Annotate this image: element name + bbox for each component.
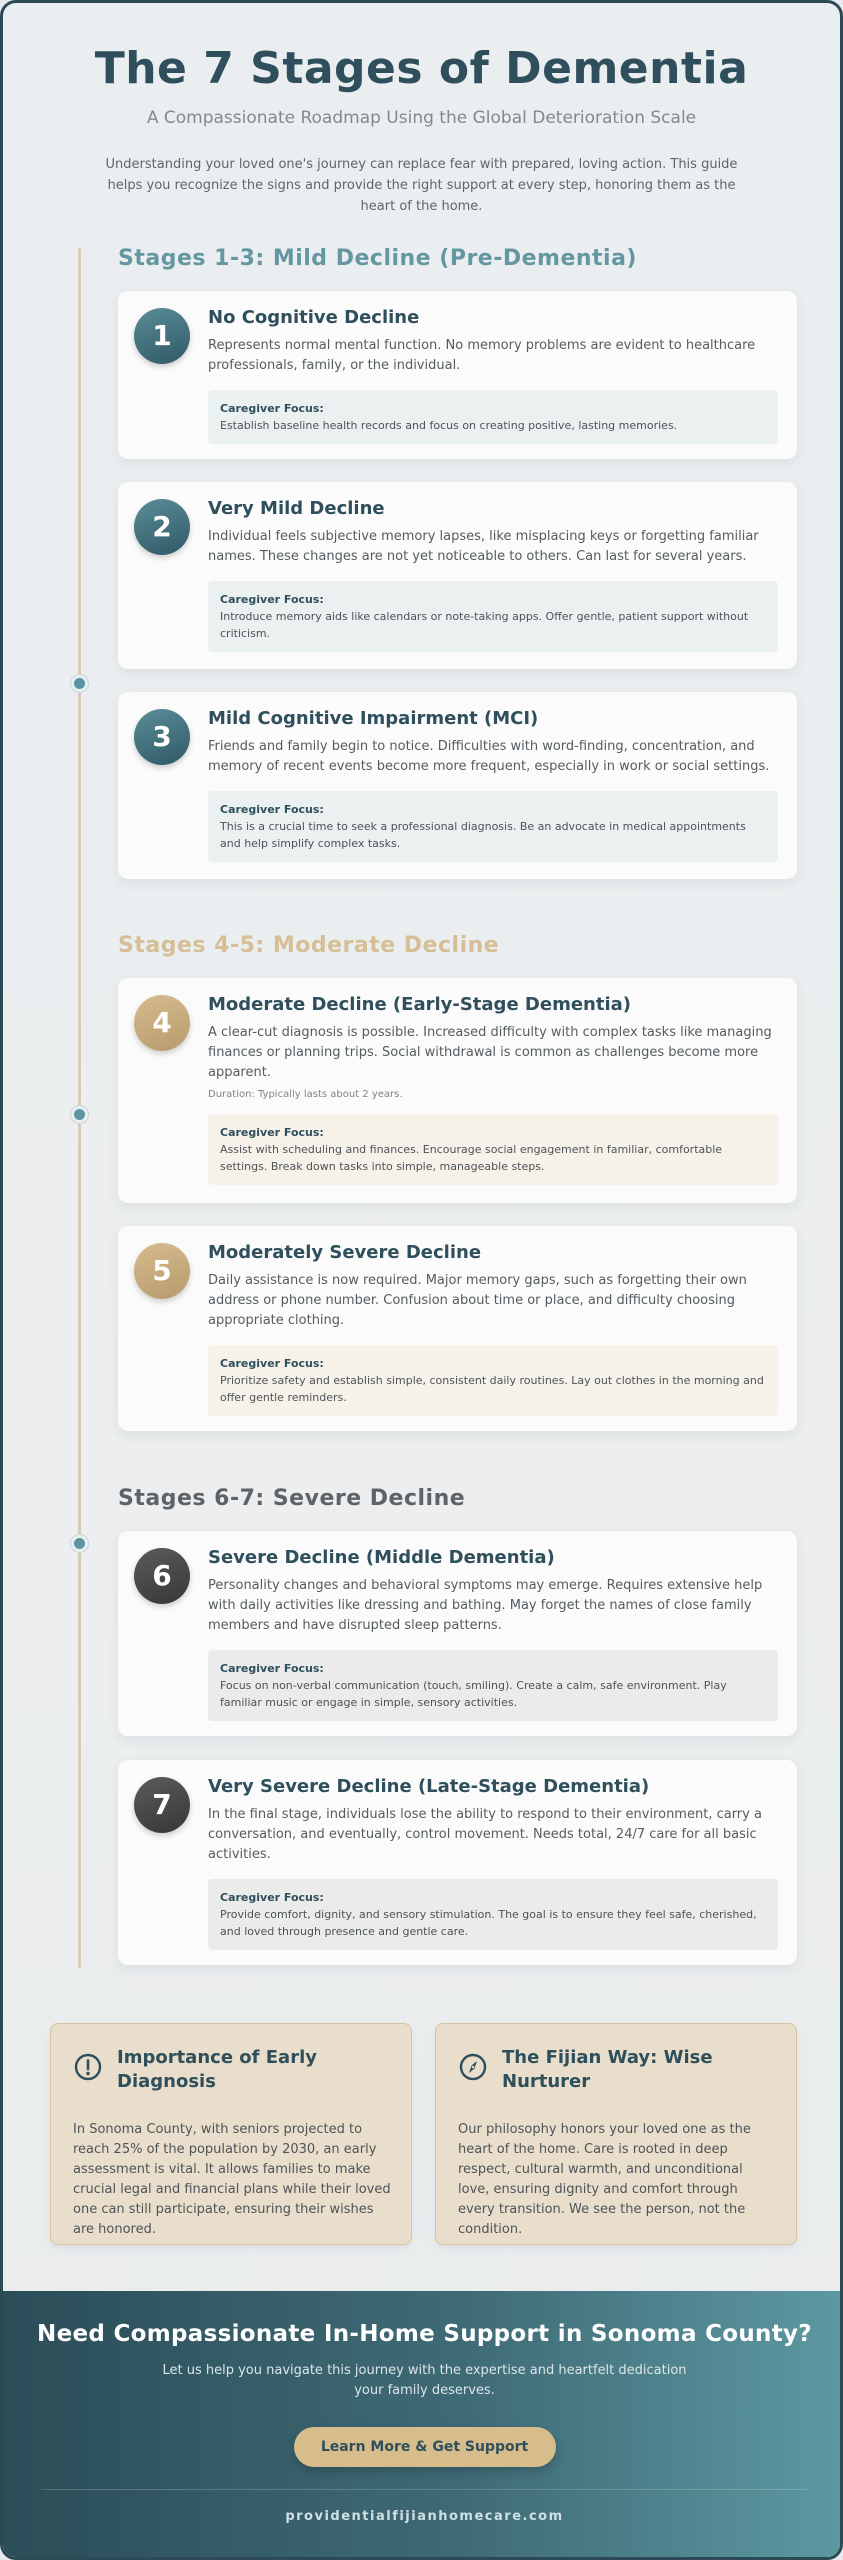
caregiver-focus <box>208 1114 778 1185</box>
info-box-text: Our philosophy honors your loved one as the heart of the home. Care is rooted in deep respect, cultural warmth, and unconditional love, ensuring dignity and comfort through every transition. We see the person, not the condition. <box>458 2122 751 2237</box>
stage-card-3 <box>118 692 797 879</box>
caregiver-focus-text: Introduce memory aids like calendars or note-taking apps. Offer gentle, patient support without criticism. <box>220 610 749 640</box>
stage-number-badge: 3 <box>134 709 190 765</box>
stage-title: Moderate Decline (Early-Stage Dementia) <box>208 994 631 1015</box>
cta-footer <box>3 2291 843 2560</box>
section-title-mild: Stages 1-3: Mild Decline (Pre-Dementia) <box>118 246 637 271</box>
caregiver-focus-text: Provide comfort, dignity, and sensory stimulation. The goal is to ensure they feel safe, cherished, and loved through presence and gentle care. <box>220 1908 757 1938</box>
caregiver-focus <box>208 1879 778 1950</box>
stage-number-badge: 6 <box>134 1548 190 1604</box>
timeline-dot <box>71 675 88 692</box>
footer-divider <box>41 2489 808 2490</box>
stage-number-badge: 7 <box>134 1777 190 1833</box>
stage-card-1 <box>118 291 797 459</box>
stage-number-badge: 5 <box>134 1243 190 1299</box>
caregiver-focus <box>208 390 778 444</box>
caregiver-focus-text: Focus on non-verbal communication (touch, smiling). Create a calm, safe environment. Play familiar music or engage in simple, sensory activities. <box>220 1679 727 1709</box>
stage-description: Friends and family begin to notice. Difficulties with word-finding, concentration, and memory of recent events become more frequent, especially in work or social settings. <box>208 739 770 774</box>
section-title-severe: Stages 6-7: Severe Decline <box>118 1486 466 1511</box>
intro-text: Understanding your loved one's journey can replace fear with prepared, loving action. This guide helps you recognize the signs and provide the right support at every step, honoring them as the heart of the home. <box>105 157 738 214</box>
stage-description: Individual feels subjective memory lapses, like misplacing keys or forgetting familiar names. These changes are not yet noticeable to others. Can last for several years. <box>208 529 759 564</box>
info-box-fijian-way <box>435 2023 797 2245</box>
stage-description: Represents normal mental function. No memory problems are evident to healthcare professionals, family, or the individual. <box>208 338 756 373</box>
stage-description: Daily assistance is now required. Major memory gaps, such as forgetting their own address or phone number. Confusion about time or place, and difficulty choosing appropriate clothing. <box>208 1273 747 1328</box>
caregiver-focus-text: Establish baseline health records and focus on creating positive, lasting memories. <box>220 419 678 432</box>
caregiver-focus-label: Caregiver Focus: <box>220 1357 324 1370</box>
caregiver-focus-label: Caregiver Focus: <box>220 1891 324 1904</box>
stage-description: In the final stage, individuals lose the ability to respond to their environment, carry a conversation, and eventually, control movement. Needs total, 24/7 care for all basic activities. <box>208 1807 762 1862</box>
info-box-text: In Sonoma County, with seniors projected to reach 25% of the population by 2030, an early assessment is vital. It allows families to make crucial legal and financial plans while their loved one can still participate, ensuring their wishes are honored. <box>73 2122 391 2237</box>
caregiver-focus-label: Caregiver Focus: <box>220 1126 324 1139</box>
caregiver-focus-label: Caregiver Focus: <box>220 803 324 816</box>
stage-title: Very Mild Decline <box>208 498 385 519</box>
section-title-moderate: Stages 4-5: Moderate Decline <box>118 933 500 958</box>
stage-title: Very Severe Decline (Late-Stage Dementia) <box>208 1776 650 1797</box>
caregiver-focus-label: Caregiver Focus: <box>220 593 324 606</box>
stage-title: Mild Cognitive Impairment (MCI) <box>208 708 539 729</box>
caregiver-focus <box>208 791 778 862</box>
stage-title: Moderately Severe Decline <box>208 1242 482 1263</box>
page-title: The 7 Stages of Dementia <box>94 43 749 94</box>
stage-card-5 <box>118 1226 797 1431</box>
caregiver-focus <box>208 581 778 652</box>
stage-card-6 <box>118 1531 797 1736</box>
cta-text: Let us help you navigate this journey with the expertise and heartfelt dedication your family deserves. <box>162 2363 687 2398</box>
caregiver-focus <box>208 1650 778 1721</box>
page-subtitle: A Compassionate Roadmap Using the Global Deterioration Scale <box>146 108 697 128</box>
caregiver-focus-text: Assist with scheduling and finances. Encourage social engagement in familiar, comfortable settings. Break down tasks into simple, manageable steps. <box>220 1143 723 1173</box>
website-link[interactable]: providentialfijianhomecare.com <box>285 2509 564 2524</box>
info-box-title: Importance of Early Diagnosis <box>117 2047 317 2092</box>
stage-card-7 <box>118 1760 797 1965</box>
info-box-title: The Fijian Way: Wise Nurturer <box>502 2047 713 2092</box>
page-header <box>3 43 840 217</box>
cta-title: Need Compassionate In-Home Support in Sonoma County? <box>37 2321 812 2347</box>
caregiver-focus-label: Caregiver Focus: <box>220 402 324 415</box>
stage-description: Personality changes and behavioral symptoms may emerge. Requires extensive help with daily activities like dressing and bathing. May forget the names of close family members and have disrupted sleep patterns. <box>208 1578 763 1633</box>
stage-number-badge: 4 <box>134 995 190 1051</box>
stage-card-4 <box>118 978 797 1203</box>
stage-title: Severe Decline (Middle Dementia) <box>208 1547 555 1568</box>
timeline-dot <box>71 1535 88 1552</box>
stage-card-2 <box>118 482 797 669</box>
caregiver-focus-text: Prioritize safety and establish simple, consistent daily routines. Lay out clothes in the morning and offer gentle reminders. <box>220 1374 764 1404</box>
stage-description: A clear-cut diagnosis is possible. Increased difficulty with complex tasks like managing finances or planning trips. Social withdrawal is common as challenges become more apparent. <box>208 1025 772 1080</box>
stage-number-badge: 1 <box>134 308 190 364</box>
alert-circle-icon <box>73 2052 103 2082</box>
caregiver-focus-text: This is a crucial time to seek a professional diagnosis. Be an advocate in medical appointments and help simplify complex tasks. <box>220 820 746 850</box>
caregiver-focus-label: Caregiver Focus: <box>220 1662 324 1675</box>
compass-icon <box>458 2052 488 2082</box>
caregiver-focus <box>208 1345 778 1416</box>
learn-more-button[interactable]: Learn More & Get Support <box>294 2427 556 2467</box>
stage-number-badge: 2 <box>134 499 190 555</box>
stage-title: No Cognitive Decline <box>208 307 420 328</box>
stage-duration: Duration: Typically lasts about 2 years. <box>208 1089 403 1100</box>
info-box-early-diagnosis <box>50 2023 412 2245</box>
timeline-dot <box>71 1106 88 1123</box>
